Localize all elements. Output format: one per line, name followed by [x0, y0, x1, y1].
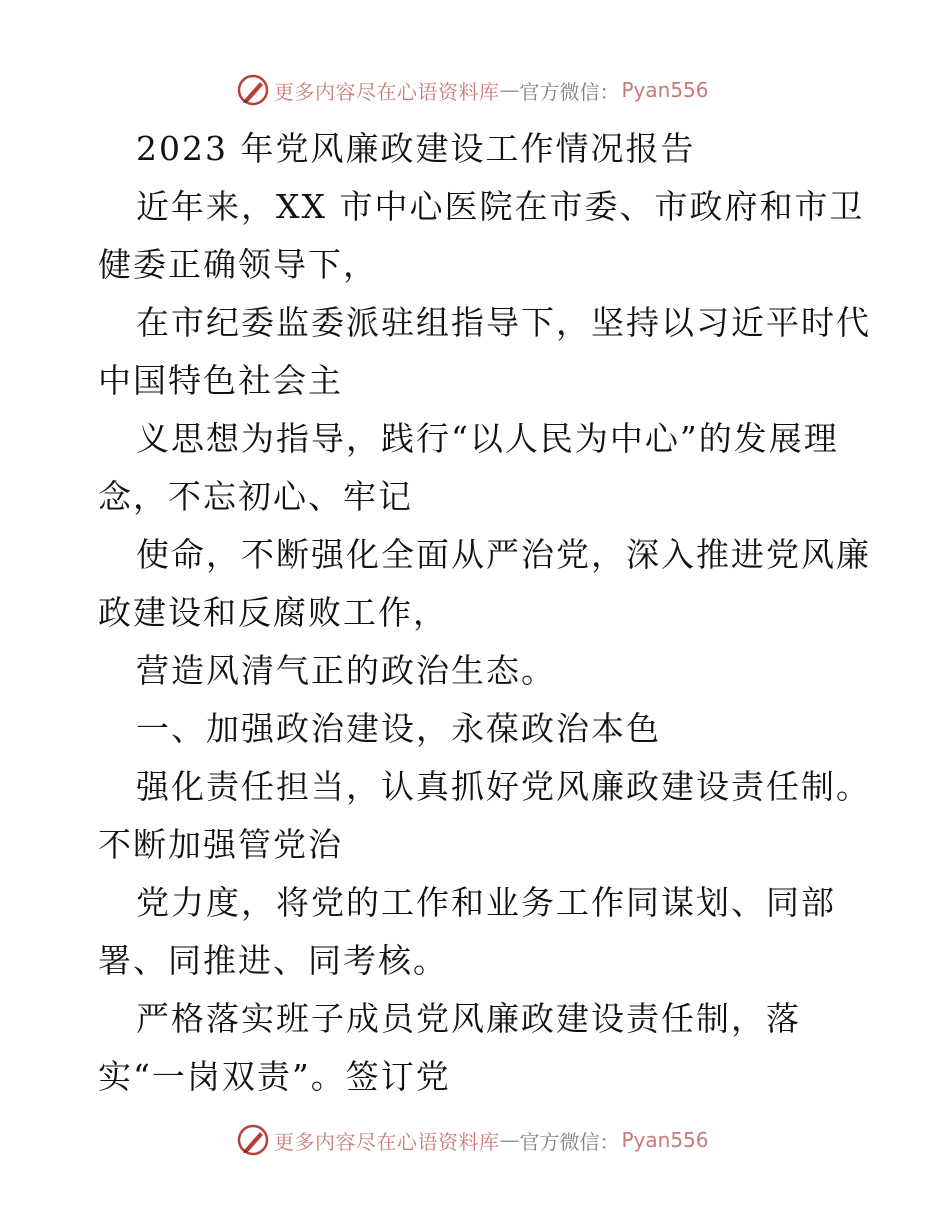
text-line: 署、同推进、同考核。 — [98, 941, 448, 980]
document-body — [98, 120, 871, 1106]
text-line: 中国特色社会主 — [98, 361, 343, 400]
text-line: 营造风清气正的政治生态。 — [136, 651, 556, 690]
text-line: 在市纪委监委派驻组指导下，坚持以习近平时代 — [136, 303, 871, 342]
footer-watermark — [236, 1122, 709, 1158]
watermark-text: 更多内容尽在心语资料库 — [274, 79, 500, 104]
header-watermark — [236, 72, 709, 108]
text-line: 强化责任担当，认真抓好党风廉政建设责任制。 — [136, 767, 871, 806]
document-title: 2023 年党风廉政建设工作情况报告 — [136, 129, 696, 168]
watermark-dash: — — [499, 1128, 520, 1152]
pen-logo-icon — [236, 1123, 270, 1157]
text-line: 不断加强管党治 — [98, 825, 343, 864]
text-line: 义思想为指导，践行“以人民为中心”的发展理 — [136, 419, 839, 458]
text-line: 党力度，将党的工作和业务工作同谋划、同部 — [136, 883, 836, 922]
watermark-wechat-label: 官方微信： — [519, 79, 620, 104]
text-line: 严格落实班子成员党风廉政建设责任制，落 — [136, 999, 801, 1038]
text-line: 政建设和反腐败工作， — [98, 593, 448, 632]
watermark-dash: — — [499, 78, 520, 102]
watermark-wechat-id: Pyan556 — [621, 78, 709, 102]
watermark-wechat-label: 官方微信： — [519, 1129, 620, 1154]
text-line: 念，不忘初心、牢记 — [98, 477, 413, 516]
text-line: 近年来，XX 市中心医院在市委、市政府和市卫 — [136, 187, 865, 226]
text-line: 使命，不断强化全面从严治党，深入推进党风廉 — [136, 535, 871, 574]
section-heading: 一、加强政治建设，永葆政治本色 — [136, 709, 661, 748]
watermark-text: 更多内容尽在心语资料库 — [274, 1129, 500, 1154]
text-line: 实“一岗双责”。签订党 — [98, 1057, 451, 1096]
watermark-wechat-id: Pyan556 — [621, 1128, 709, 1152]
text-line: 健委正确领导下， — [98, 245, 378, 284]
pen-logo-icon — [236, 73, 270, 107]
